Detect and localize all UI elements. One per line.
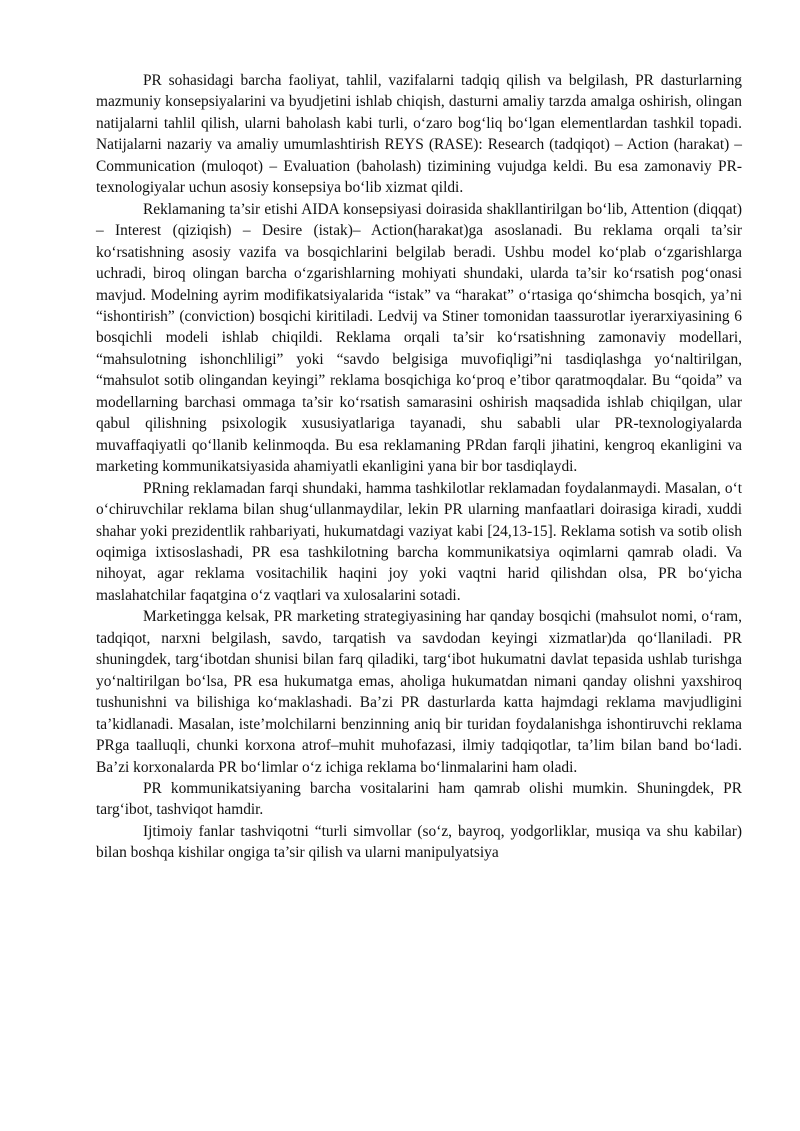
document-page (96, 70, 742, 864)
paragraph-social-sciences: Ijtimoiy fanlar tashviqotni “turli simvollar (so‘z, bayroq, yodgorliklar, musiqa va shu kabilar) bilan boshqa kishilar ongiga ta’sir qilish va ularni manipulyatsiya (96, 822, 742, 862)
paragraph-pr-vs-advertising: PRning reklamadan farqi shundaki, hamma tashkilotlar reklamadan foydalanmaydi. Masalan, o‘t o‘chiruvchilar reklama bilan shug‘ullanmaydilar, lekin PR ularning manfaatlari doirasiga kiradi, xuddi shahar yoki prezidentlik rahbariyati, hukumatdagi vaziyat kabi [24,13-15]. Reklama sotish va sotib olish oqimiga ixtisoslashadi, PR esa tashkilotning barcha kommunikatsiya oqimlarni qamrab oladi. Va nihoyat, agar reklama vositachilik haqini joy yoki vaqtni harid qilishdan olsa, PR bo‘yicha maslahatchilar faqatgina o‘z vaqtlari va xulosalarini sotadi. (96, 479, 742, 604)
paragraph-communication-means: PR kommunikatsiyaning barcha vositalarini ham qamrab olishi mumkin. Shuningdek, PR targ‘ibot, tashviqot hamdir. (96, 779, 742, 819)
paragraph-aida-concept: Reklamaning ta’sir etishi AIDA konsepsiyasi doirasida shakllantirilgan bo‘lib, Attention (diqqat) – Interest (qiziqish) – Desire (istak)– Action(harakat)ga asoslanadi. Bu reklama orqali ta’sir ko‘rsatishning asosiy vazifa va bosqichlarini belgilab beradi. Ushbu model ko‘plab o‘zgarishlarga uchradi, biroq olingan barcha o‘zgarishlarning mohiyati shundaki, ularda ta’sir ko‘rsatish pog‘onasi mavjud. Modelning ayrim modifikatsiyalarida “istak” va “harakat” o‘rtasiga qo‘shimcha bosqich, ya’ni “ishontirish” (conviction) bosqichi kiritiladi. Ledvij va Stiner tomonidan taassurotlar iyerarxiyasining 6 bosqichli modeli ishlab chiqildi. Reklama orqali ta’sir ko‘rsatishning zamonaviy modellari, “mahsulotning ishonchliligi” yoki “savdo belgisiga muvofiqligi”ni tasdiqlashga yo‘naltirilgan, “mahsulot sotib olingandan keyingi” reklama bosqichiga ko‘proq e’tibor qaratmoqdalar. Bu “qoida” va modellarning barchasi ommaga ta’sir ko‘rsatish samarasini oshirish maqsadida ishlab chiqilgan, ular qabul qilishning psixologik xususiyatlariga tayanadi, shu sababli ular PR-texnologiyalarda muvaffaqiyatli qo‘llanib kelinmoqda. Bu esa reklamaning PRdan farqli jihatini, kengroq ekanligini va marketing kommunikatsiyasida ahamiyatli ekanligini yana bir bor tasdiqlaydi. (96, 200, 742, 476)
paragraph-pr-activities: PR sohasidagi barcha faoliyat, tahlil, vazifalarni tadqiq qilish va belgilash, PR dasturlarning mazmuniy konsepsiyalarini va byudjetini ishlab chiqish, dasturni amaliy tarzda amalga oshirish, olingan natijalarni tahlil qilish, ularni baholash kabi turli, o‘zaro bog‘liq bo‘lgan elementlardan tashkil topadi. Natijalarni nazariy va amaliy umumlashtirish REYS (RASE): Research (tadqiqot) – Action (harakat) – Communication (muloqot) – Evaluation (baholash) tizimining vujudga keldi. Bu esa zamonaviy PR-texnologiyalar uchun asosiy konsepsiya bo‘lib xizmat qildi. (96, 72, 742, 197)
paragraph-marketing: Marketingga kelsak, PR marketing strategiyasining har qanday bosqichi (mahsulot nomi, o‘ram, tadqiqot, narxni belgilash, savdo, tarqatish va savdodan keyingi xizmatlar)da qo‘llaniladi. PR shuningdek, targ‘ibotdan shunisi bilan farq qiladiki, targ‘ibot hukumatni davlat tepasida ushlab turishga yo‘naltirilgan bo‘lsa, PR esa hukumatga emas, aholiga hukumatdan nimani qanday olishni yaxshiroq tushunishni va bilishiga ko‘maklashadi. Ba’zi PR dasturlarda katta hajmdagi reklama mavjudligini ta’kidlanadi. Masalan, iste’molchilarni benzinning aniq bir turidan foydalanishga ishontiruvchi reklama PRga taalluqli, chunki korxona atrof–muhit muhofazasi, ilmiy tadqiqotlar, ta’lim bilan band bo‘ladi. Ba’zi korxonalarda PR bo‘limlar o‘z ichiga reklama bo‘linmalarini ham oladi. (96, 608, 742, 776)
